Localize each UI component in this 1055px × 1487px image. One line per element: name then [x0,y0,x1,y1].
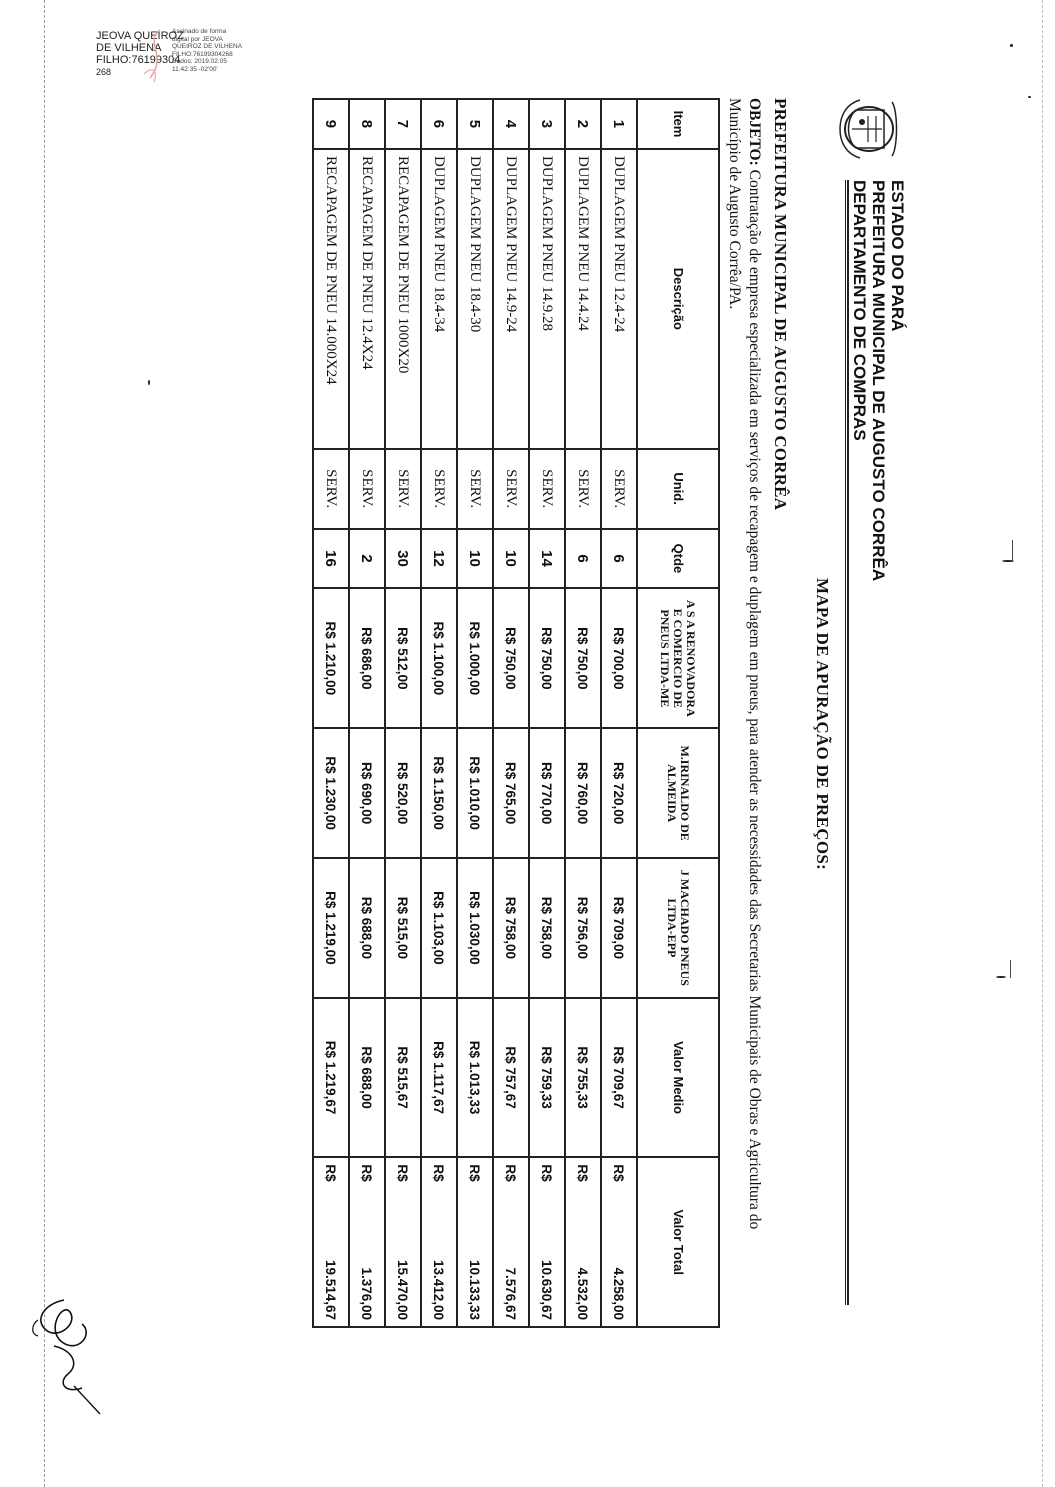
cell-item: 3 [529,99,565,149]
document-title: MAPA DE APURAÇÃO DE PREÇOS: [813,578,832,871]
cell-qtde: 30 [385,529,421,589]
digital-signature-note [172,28,242,74]
cell-supplier-2: R$ 760,00 [565,728,601,858]
cell-item: 9 [313,99,349,149]
document-header [850,180,907,581]
objeto-label: OBJETO: [746,98,763,166]
cell-item: 4 [493,99,529,149]
currency-symbol: R$ [323,1164,339,1182]
cell-descricao: RECAPAGEM DE PNEU 1000X20 [385,149,421,449]
cell-unid: SERV. [421,449,457,529]
scan-speck [996,976,1006,978]
col-header-valor-total: Valor Total [637,1157,719,1327]
cell-supplier-2: R$ 770,00 [529,728,565,858]
cell-valor-total [421,1157,457,1327]
cell-supplier-1: R$ 1.000,00 [457,588,493,728]
scan-mark [1010,960,1011,978]
cell-qtde: 16 [313,529,349,589]
currency-symbol: R$ [575,1164,591,1182]
cell-supplier-1: R$ 1.210,00 [313,588,349,728]
cell-unid: SERV. [601,449,637,529]
cell-supplier-3: R$ 1.030,00 [457,858,493,998]
cell-valor-medio: R$ 759,33 [529,998,565,1158]
cell-supplier-1: R$ 512,00 [385,588,421,728]
cell-unid: SERV. [493,449,529,529]
total-amount: 10.133,33 [467,1259,483,1320]
header-rule [847,180,849,1305]
scan-edge-right [1042,0,1043,1487]
col-header-item: Item [637,99,719,149]
table-row [349,99,385,1327]
cell-descricao: DUPLAGEM PNEU 14.9-24 [493,149,529,449]
signature-note-line: FILHO:76199304268 [172,50,233,58]
rotated-page-content [270,48,950,1338]
cell-item: 5 [457,99,493,149]
table-row [385,99,421,1327]
cell-item: 2 [565,99,601,149]
signature-note-line: digital por JEOVA [172,35,223,43]
cell-valor-total [349,1157,385,1327]
cell-item: 8 [349,99,385,149]
header-department: DEPARTAMENTO DE COMPRAS [850,180,869,441]
table-row [529,99,565,1327]
header-prefecture: PREFEITURA MUNICIPAL DE AUGUSTO CORRÊA [869,180,888,582]
table-row [421,99,457,1327]
signer-line: DE VILHENA [96,42,162,54]
cell-supplier-3: R$ 756,00 [565,858,601,998]
table-row [601,99,637,1327]
cell-unid: SERV. [457,449,493,529]
currency-symbol: R$ [359,1164,375,1182]
cell-qtde: 10 [493,529,529,589]
total-amount: 4.532,00 [575,1267,591,1320]
cell-supplier-2: R$ 690,00 [349,728,385,858]
signer-line: FILHO:76199304 [96,54,181,66]
cell-valor-total [385,1157,421,1327]
cell-valor-medio: R$ 757,67 [493,998,529,1158]
cell-supplier-1: R$ 1.100,00 [421,588,457,728]
cell-descricao: DUPLAGEM PNEU 14.4.24 [565,149,601,449]
scan-speck [1028,96,1031,98]
objeto-paragraph [724,98,764,1288]
signer-line: JEOVA QUEIROZ [96,30,184,42]
total-amount: 13.412,00 [431,1259,447,1320]
scan-speck [1010,44,1013,47]
cell-descricao: DUPLAGEM PNEU 12.4-24 [601,149,637,449]
cell-supplier-2: R$ 1.230,00 [313,728,349,858]
cell-supplier-2: R$ 1.150,00 [421,728,457,858]
currency-symbol: R$ [467,1164,483,1182]
handwritten-signature-icon [24,1290,114,1420]
objeto-text: Contratação de empresa especializada em serviços de recapagem e duplagem em pneus, para atender as necessidades das Secretarias Municipais de Obras e Agricultura do Município de Augusto Corrêa/PA. [726,98,763,1230]
prefecture-title: PREFEITURA MUNICIPAL DE AUGUSTO CORRÊA [771,98,790,511]
cell-supplier-1: R$ 700,00 [601,588,637,728]
total-amount: 19.514,67 [323,1259,339,1320]
cell-unid: SERV. [349,449,385,529]
table-row [457,99,493,1327]
col-header-supplier-3: J MACHADO PNEUS LTDA-EPP [637,858,719,998]
col-header-unid: Unid. [637,449,719,529]
cell-unid: SERV. [565,449,601,529]
cell-supplier-1: R$ 750,00 [529,588,565,728]
cell-qtde: 6 [601,529,637,589]
signature-note-line: QUEIROZ DE VILHENA [172,43,243,51]
cell-valor-total [529,1157,565,1327]
cell-supplier-1: R$ 686,00 [349,588,385,728]
cell-qtde: 10 [457,529,493,589]
cell-unid: SERV. [313,449,349,529]
cell-valor-total [601,1157,637,1327]
cell-valor-medio: R$ 1.013,33 [457,998,493,1158]
col-header-supplier-2: M.IRINALDO DE ALMEIDA [637,728,719,858]
cell-qtde: 2 [349,529,385,589]
price-table [312,98,720,1328]
table-row [493,99,529,1327]
cell-item: 7 [385,99,421,149]
cell-supplier-3: R$ 758,00 [493,858,529,998]
currency-symbol: R$ [395,1164,411,1182]
header-state: ESTADO DO PARÁ [888,180,907,332]
cell-supplier-2: R$ 1.010,00 [457,728,493,858]
cell-valor-medio: R$ 755,33 [565,998,601,1158]
table-row [565,99,601,1327]
currency-symbol: R$ [431,1164,447,1182]
header-rule [845,180,846,1305]
cell-supplier-1: R$ 750,00 [565,588,601,728]
cell-descricao: DUPLAGEM PNEU 14.9.28 [529,149,565,449]
currency-symbol: R$ [611,1164,627,1182]
cell-descricao: RECAPAGEM DE PNEU 14.000X24 [313,149,349,449]
scan-edge-left [44,0,45,1487]
cell-supplier-2: R$ 720,00 [601,728,637,858]
municipal-crest-icon [838,96,902,162]
cell-supplier-3: R$ 758,00 [529,858,565,998]
cell-supplier-1: R$ 750,00 [493,588,529,728]
col-header-qtde: Qtde [637,529,719,589]
scan-speck [148,380,150,385]
col-header-descricao: Descrição [637,149,719,449]
total-amount: 1.376,00 [359,1267,375,1320]
cell-unid: SERV. [385,449,421,529]
cell-valor-medio: R$ 688,00 [349,998,385,1158]
total-amount: 7.576,67 [503,1267,519,1320]
signer-line: 268 [96,67,112,77]
cell-supplier-3: R$ 1.219,00 [313,858,349,998]
signature-note-line: Dados: 2019.02.05 [172,58,227,66]
currency-symbol: R$ [539,1164,555,1182]
cell-valor-total [493,1157,529,1327]
col-header-supplier-1: A S A RENOVADORA E COMERCIO DE PNEUS LTDA-ME [637,588,719,728]
cell-supplier-3: R$ 688,00 [349,858,385,998]
cell-supplier-3: R$ 515,00 [385,858,421,998]
currency-symbol: R$ [503,1164,519,1182]
cell-unid: SERV. [529,449,565,529]
cell-item: 1 [601,99,637,149]
cell-supplier-2: R$ 520,00 [385,728,421,858]
cell-valor-medio: R$ 515,67 [385,998,421,1158]
table-row [313,99,349,1327]
cell-qtde: 12 [421,529,457,589]
cell-valor-total [457,1157,493,1327]
cell-valor-medio: R$ 1.219,67 [313,998,349,1158]
cell-qtde: 14 [529,529,565,589]
cell-item: 6 [421,99,457,149]
col-header-valor-medio: Valor Medio [637,998,719,1158]
cell-qtde: 6 [565,529,601,589]
total-amount: 4.258,00 [611,1267,627,1320]
cell-descricao: DUPLAGEM PNEU 18.4-34 [421,149,457,449]
total-amount: 15.470,00 [395,1259,411,1320]
cell-valor-total [565,1157,601,1327]
cell-descricao: RECAPAGEM DE PNEU 12.4X24 [349,149,385,449]
cell-supplier-2: R$ 765,00 [493,728,529,858]
signature-note-line: Assinado de forma [172,28,227,35]
signature-note-line: 11:42:35 -02'00' [172,65,218,73]
scan-mark [1012,540,1013,562]
cell-descricao: DUPLAGEM PNEU 18.4-30 [457,149,493,449]
cell-valor-medio: R$ 1.117,67 [421,998,457,1158]
signature-mark-icon [138,26,172,84]
cell-valor-total [313,1157,349,1327]
cell-supplier-3: R$ 1.103,00 [421,858,457,998]
cell-valor-medio: R$ 709,67 [601,998,637,1158]
cell-supplier-3: R$ 709,00 [601,858,637,998]
total-amount: 10.630,67 [539,1259,555,1320]
table-header-row [637,99,719,1327]
